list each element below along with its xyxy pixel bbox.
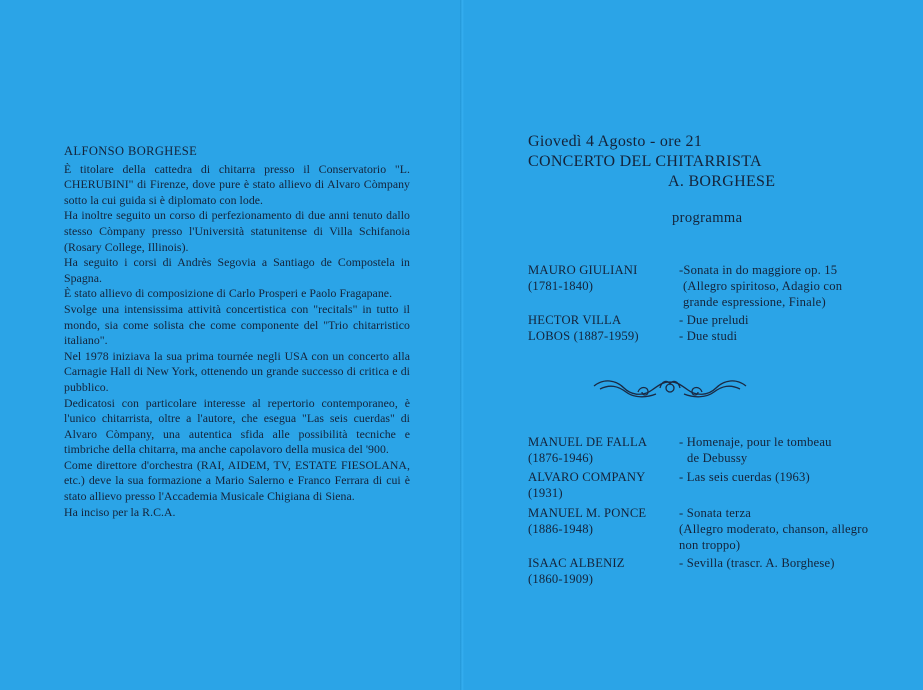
bio-paragraph: Nel 1978 iniziava la sua prima tournée negli USA con un concerto alla Carnagie Hall di New York, ottenendo un grande successo di critica e di pubblico. (64, 348, 410, 394)
composer-name: MANUEL M. PONCE (528, 506, 647, 520)
bio-paragraph: Ha inoltre seguito un corso di perfezionamento di due anni tenuto dallo stesso Còmpany presso l'Università statunitense di Villa Schifanoia (Rosary College, Illinois). (64, 208, 410, 254)
composer (528, 312, 676, 344)
composer-dates: (1860-1909) (528, 572, 594, 586)
concert-line: CONCERTO DEL CHITARRISTA (528, 153, 762, 170)
work (679, 312, 879, 344)
composer-dates: LOBOS (1887-1959) (528, 329, 639, 343)
bio-paragraph: È stato allievo di composizione di Carlo Prosperi e Paolo Fragapane. (64, 286, 393, 301)
bio-paragraph: Come direttore d'orchestra (RAI, AIDEM, TV, ESTATE FIESOLANA, etc.) deve la sua formazione a Mario Salerno e Franco Ferrara di cui è stato allievo presso l'Accademia Musicale Chigiana di Siena. (64, 457, 410, 504)
composer-name: ALVARO COMPANY (528, 470, 646, 484)
composer-name: ISAAC ALBENIZ (528, 556, 625, 570)
work-title: - Due preludi (679, 313, 749, 327)
work-detail: - Due studi (679, 329, 738, 343)
composer (528, 469, 676, 501)
composer (528, 505, 676, 537)
work-title: - Las seis cuerdas (1963) (679, 470, 810, 484)
work-detail: (Allegro spiritoso, Adagio con grande espressione, Finale) (683, 279, 843, 309)
work-title: - Homenaje, pour le tombeau (679, 435, 832, 449)
composer-dates: (1931) (528, 486, 563, 500)
work-detail: (Allegro moderato, chanson, allegro non troppo) (679, 522, 869, 552)
work (679, 505, 879, 553)
work (679, 469, 879, 485)
bio-paragraph: È titolare della cattedra di chitarra presso il Conservatorio "L. CHERUBINI" di Firenze, dove pure è stato allievo di Alvaro Còmpany sotto la cui guida si è diplomato con lode. (64, 161, 410, 207)
work-title: -Sonata in do maggiore op. 15 (679, 263, 838, 277)
work-detail: de Debussy (687, 451, 748, 465)
work (679, 555, 879, 571)
biography-title: ALFONSO BORGHESE (64, 144, 198, 158)
composer-dates: (1886-1948) (528, 522, 594, 536)
date-line: Giovedì 4 Agosto - ore 21 (528, 133, 703, 150)
composer-dates: (1876-1946) (528, 451, 594, 465)
program-panel (528, 132, 888, 586)
biography-panel (64, 144, 410, 520)
composer (528, 262, 676, 294)
composer-name: HECTOR VILLA (528, 313, 622, 327)
work (679, 434, 879, 466)
composer-dates: (1781-1840) (528, 279, 594, 293)
composer-name: MAURO GIULIANI (528, 263, 638, 277)
bio-paragraph: Dedicatosi con particolare interesse al repertorio contemporaneo, è l'unico chitarrista, oltre a l'autore, che esegua "Las seis cuerdas" di Alvaro Còmpany, una autentica sfida alle possibilità tecniche e timbriche della chitarra, ma anche capolavoro della musica del '900. (64, 395, 410, 457)
composer (528, 555, 676, 587)
composer (528, 434, 676, 466)
work-title: - Sonata terza (679, 506, 752, 520)
work-title: - Sevilla (trascr. A. Borghese) (679, 556, 835, 570)
flourish-ornament (590, 376, 750, 402)
programma-heading: programma (672, 210, 743, 226)
concert-header (528, 132, 888, 192)
bio-paragraph: Ha seguito i corsi di Andrès Segovia a Santiago de Compostela in Spagna. (64, 255, 410, 285)
performer-line: A. BORGHESE (668, 173, 776, 190)
fold-line (460, 0, 464, 690)
bio-paragraph: Svolge una intensissima attività concertistica con "recitals" in tutto il mondo, sia come solista che come componente del "Trio chitarristico italiano". (64, 301, 410, 348)
composer-name: MANUEL DE FALLA (528, 435, 648, 449)
bio-paragraph: Ha inciso per la R.C.A. (64, 504, 176, 519)
work (679, 262, 879, 310)
